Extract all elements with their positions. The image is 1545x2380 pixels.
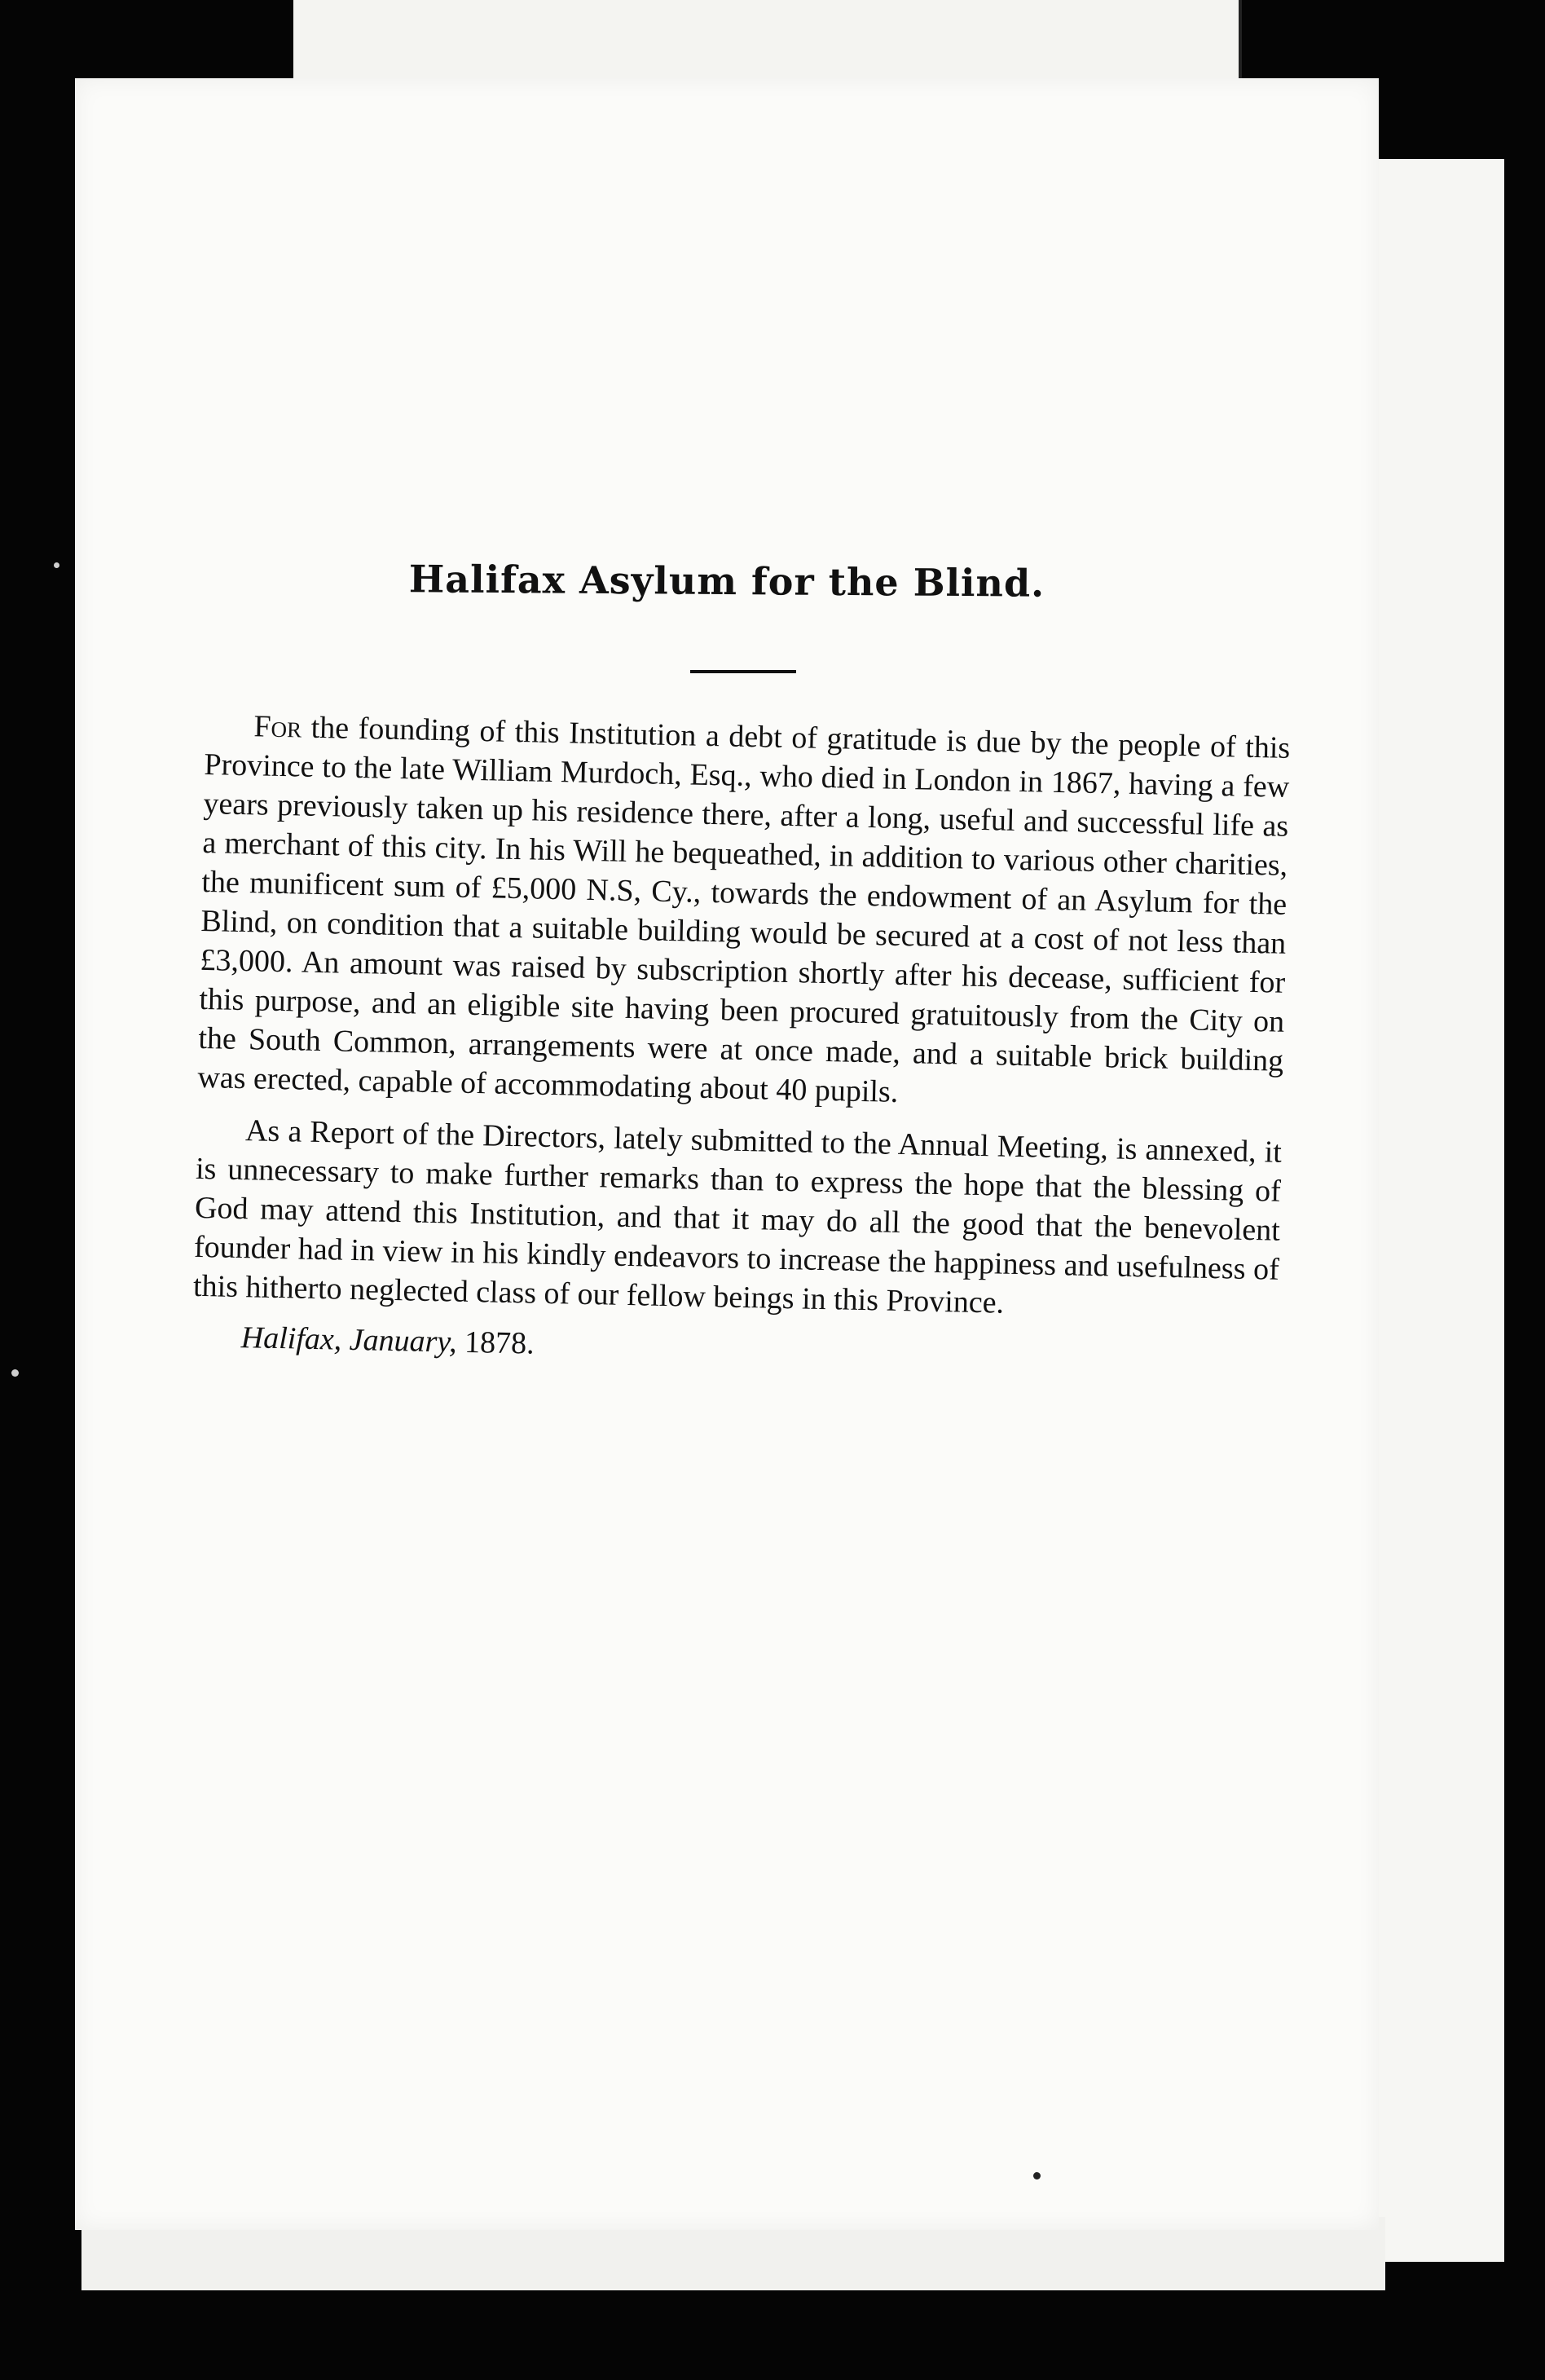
- paragraph-report: [193, 1110, 1283, 1329]
- paragraph-text: As a Report of the Directors, lately submitted to the Annual Meeting, is annexed, it is unnecessary to make further remarks than to express the hope that the blessing of God may attend this Institution, and that it may do all the good that the benevolent founder had in view in his kindly endeavors to increase the happiness and usefulness of this hitherto neglected class of our fellow beings in this Province.: [192, 1113, 1283, 1320]
- scan-speck: [11, 1369, 19, 1377]
- page-title: Halifax Asylum for the Blind.: [408, 557, 1045, 606]
- scan-speck: [1033, 2172, 1041, 2179]
- paragraph-text: the founding of this Institution a debt of gratitude is due by the people of this Province to the late William Murdoch, Esq., who died in London in 1867, having a few years previously taken up his residence there, after a long, useful and successful life as a merchant of this city. In his Will he bequeathed, in addition to various other charities, the munificent sum of £5,000 N.S, Cy., towards the endowment of an Asylum for the Blind, on condition that a suitable building would be secured at a cost of not less than £3,000. An amount was raised by subscription shortly after his decease, sufficient for this purpose, and an eligible site having been procured gratuitously from the City on the South Common, arrangements were at once made, and a suitable brick building was erected, capable of accommodating about 40 pupils.: [197, 710, 1291, 1109]
- signature-place-date: Halifax, January,: [240, 1320, 458, 1360]
- document-page: [75, 78, 1379, 2230]
- paragraph-founding: [197, 706, 1291, 1120]
- paragraph-lead-word: For: [253, 709, 302, 745]
- adjacent-page-edge: [1373, 159, 1504, 2262]
- signature-line: [191, 1317, 1278, 1379]
- signature-year: 1878.: [464, 1324, 535, 1361]
- title-divider: [690, 670, 796, 673]
- scan-speck: [54, 562, 59, 568]
- body-text: [191, 706, 1290, 1410]
